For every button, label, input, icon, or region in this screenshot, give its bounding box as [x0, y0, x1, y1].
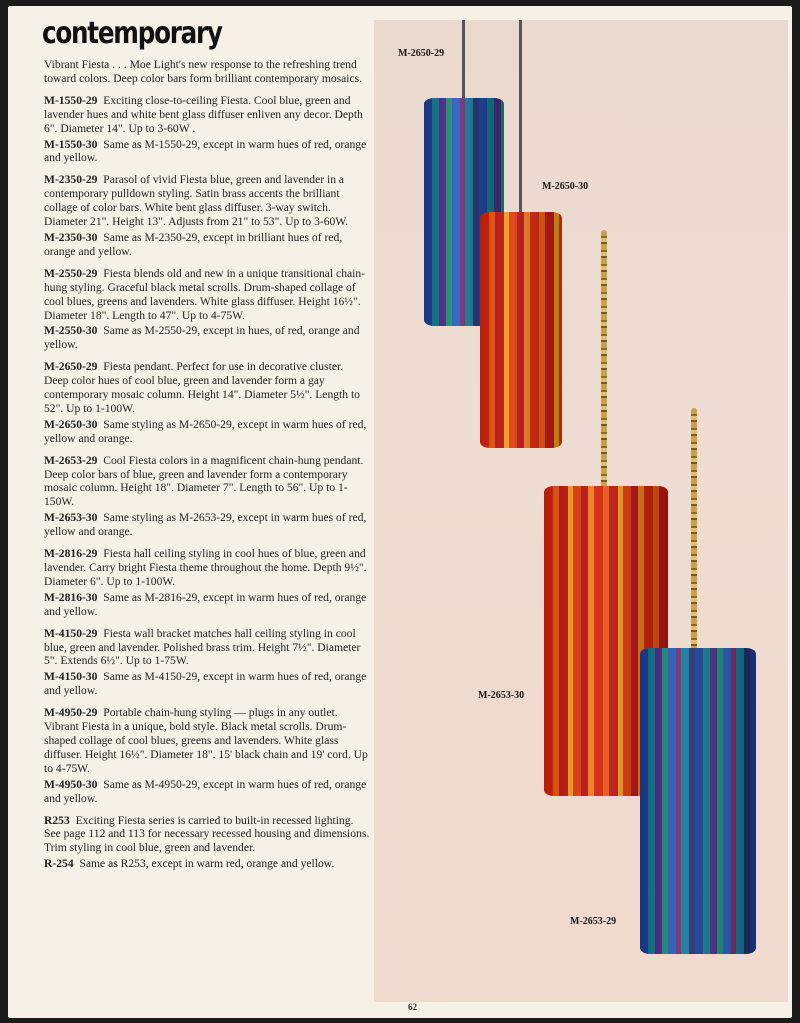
product-entry: [44, 547, 370, 619]
entry-variant: [44, 857, 370, 871]
product-description: Fiesta hall ceiling styling in cool hues of blue, green and lavender. Carry bright Fiesta theme throughout the home. Depth 9½". Diameter 6". Up to 1-100W.: [44, 547, 367, 588]
variant-description: Same as M-2816-29, except in warm hues of red, orange and yellow.: [44, 590, 367, 618]
product-description: Exciting close-to-ceiling Fiesta. Cool blue, green and lavender hues and white bent glass diffuser enliven any decor. Depth 6". Diameter 14". Up to 3-60W .: [44, 93, 363, 135]
variant-description: Same as R253, except in warm red, orange and yellow.: [79, 857, 335, 871]
entry-main: [44, 814, 370, 856]
label-m2650-29: M-2650-29: [398, 48, 445, 59]
product-entry: [44, 627, 370, 699]
variant-code: M-2653-30: [44, 511, 98, 525]
entry-variant: [44, 324, 370, 352]
variant-code: R-254: [44, 857, 74, 871]
product-descriptions: [44, 58, 370, 879]
product-entry: [44, 173, 370, 258]
variant-description: Same styling as M-2650-29, except in warm hues of red, yellow and orange.: [44, 417, 367, 445]
product-entry: [44, 814, 370, 872]
entry-main: [44, 173, 370, 229]
product-description: Fiesta pendant. Perfect for use in decorative cluster. Deep color hues of cool blue, green and lavender form a gay contemporary mosaic column. Height 14". Diameter 5½". Length to 52". Up to 1-100W.: [44, 360, 360, 415]
pendant-m2650-30: [480, 212, 562, 448]
product-description: Fiesta wall bracket matches hall ceiling styling in cool blue, green and lavender. Polished brass trim. Height 7½". Diameter 5". Extends 6½". Up to 1-75W.: [44, 626, 361, 668]
entry-variant: [44, 511, 370, 539]
entry-main: [44, 94, 370, 136]
product-code: M-1550-29: [44, 93, 98, 107]
pendant-cord: [462, 20, 465, 102]
variant-code: M-2650-30: [44, 417, 98, 431]
entry-variant: [44, 670, 370, 698]
product-code: R253: [44, 813, 70, 827]
variant-code: M-2350-30: [44, 230, 98, 244]
entry-variant: [44, 778, 370, 806]
product-code: M-4950-29: [44, 706, 98, 720]
product-entry: [44, 706, 370, 805]
variant-description: Same as M-4150-29, except in warm hues of red, orange and yellow.: [44, 670, 367, 698]
entry-variant: [44, 418, 370, 446]
intro-paragraph: Vibrant Fiesta . . . Moe Light's new response to the refreshing trend toward colors. Deep color bars form brilliant contemporary mosaics.: [44, 58, 363, 85]
label-m2653-30: M-2653-30: [478, 690, 525, 701]
product-entry: [44, 360, 370, 445]
entry-main: [44, 454, 370, 510]
variant-description: Same as M-2350-29, except in brilliant hues of red, orange and yellow.: [44, 230, 343, 258]
entry-list: [44, 94, 370, 871]
variant-code: M-2816-30: [44, 590, 98, 604]
product-description: Cool Fiesta colors in a magnificent chain-hung pendant. Deep color bars of blue, green and lavender form a contemporary mosaic column. Height 18". Diameter 7". Length to 56". Up to 1-150W.: [44, 453, 364, 509]
product-code: M-2550-29: [44, 266, 98, 280]
variant-code: M-4950-30: [44, 777, 98, 791]
label-m2653-29: M-2653-29: [570, 916, 617, 927]
entry-main: [44, 360, 370, 416]
variant-description: Same styling as M-2653-29, except in warm hues of red, yellow and orange.: [44, 511, 367, 539]
pendant-chain: [601, 230, 607, 492]
product-description: Fiesta blends old and new in a unique transitional chain-hung styling. Graceful black metal scrolls. Drum-shaped collage of cool blues, greens and lavenders. White glass diffuser. Height 16½". Diameter 18". Length to 47". Up to 4-75W.: [44, 266, 366, 322]
variant-code: M-1550-30: [44, 137, 98, 151]
label-m2650-30: M-2650-30: [542, 181, 589, 192]
product-code: M-2816-29: [44, 547, 98, 561]
product-entry: [44, 94, 370, 166]
variant-description: Same as M-1550-29, except in warm hues of red, orange and yellow.: [44, 137, 367, 165]
entry-main: [44, 547, 370, 589]
product-code: M-2653-29: [44, 453, 98, 467]
product-code: M-2350-29: [44, 173, 98, 187]
product-entry: [44, 454, 370, 539]
product-description: Parasol of vivid Fiesta blue, green and lavender in a contemporary pulldown styling. Satin brass accents the brilliant collage of color bars. White bent glass diffuser. 3-way switch. Diameter 21". Height 13". Adjusts from 21" to 53". Up to 3-60W.: [44, 173, 349, 229]
pendant-m2653-29: [640, 648, 756, 954]
entry-main: [44, 706, 370, 776]
product-entry: [44, 267, 370, 352]
variant-description: Same as M-2550-29, except in hues, of red, orange and yellow.: [44, 324, 360, 352]
entry-main: [44, 267, 370, 323]
entry-variant: [44, 138, 370, 166]
page-title: contemporary: [42, 16, 222, 51]
entry-main: [44, 627, 370, 669]
product-photo: [374, 20, 788, 1002]
variant-code: M-4150-30: [44, 670, 98, 684]
entry-variant: [44, 591, 370, 619]
variant-code: M-2550-30: [44, 324, 98, 338]
entry-variant: [44, 231, 370, 259]
product-code: M-4150-29: [44, 626, 98, 640]
pendant-cord: [519, 20, 522, 216]
catalog-page: [8, 6, 792, 1018]
page-number: 62: [408, 1002, 417, 1012]
product-description: Exciting Fiesta series is carried to built-in recessed lighting. See page 112 and 113 for necessary recessed housing and dimensions. Trim styling in cool blue, green and lavender.: [44, 813, 370, 855]
pendant-chain: [691, 408, 697, 652]
variant-description: Same as M-4950-29, except in warm hues of red, orange and yellow.: [44, 777, 367, 805]
product-code: M-2650-29: [44, 360, 98, 374]
product-description: Portable chain-hung styling — plugs in any outlet. Vibrant Fiesta in a unique, bold style. Black metal scrolls. Drum-shaped collage of cool blues, greens and lavenders. White glass diffuser. Height 16½". Diameter 18". 15' black chain and 19' cord. Up to 4-75W.: [44, 706, 368, 775]
